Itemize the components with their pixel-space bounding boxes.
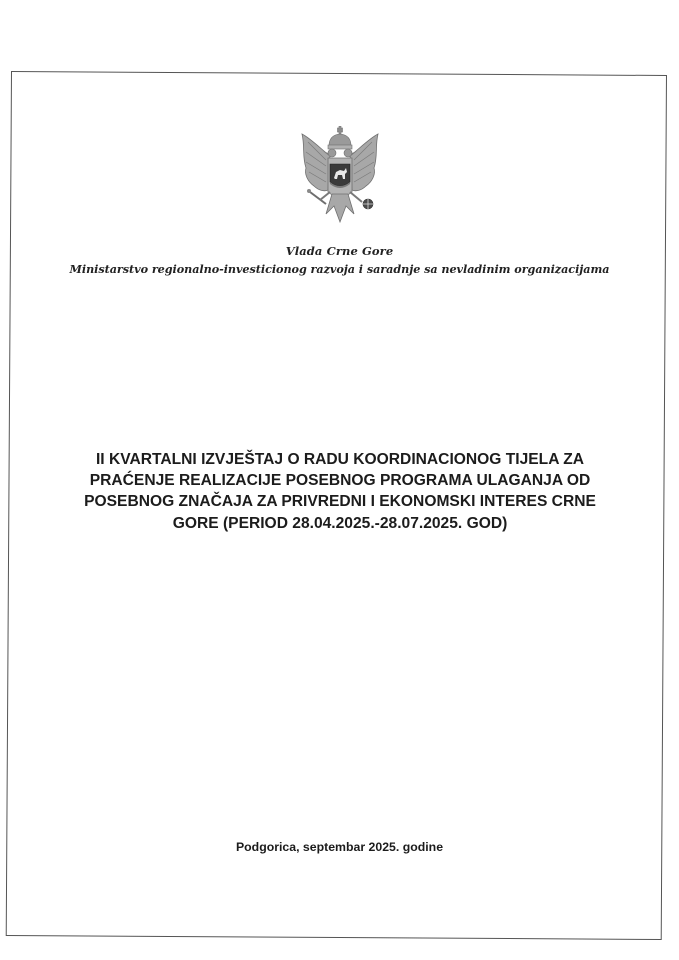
place-and-date: Podgorica, septembar 2025. godine [235, 840, 444, 854]
government-name: Vlada Crne Gore [285, 244, 394, 258]
ministry-name: Ministarstvo regionalno-investicionog razvoja i saradnje sa nevladinim organizacijama [69, 262, 610, 276]
document-title [62, 449, 618, 534]
title-line: II KVARTALNI IZVJEŠTAJ O RADU KOORDINACIONOG TIJELA ZA [95, 451, 585, 468]
title-line: GORE (PERIOD 28.04.2025.-28.07.2025. GOD) [172, 514, 508, 532]
title-line: PRAĆENJE REALIZACIJE POSEBNOG PROGRAMA ULAGANJA OD [89, 472, 591, 490]
coat-of-arms-icon [296, 126, 384, 228]
title-line: POSEBNOG ZNAČAJA ZA PRIVREDNI I EKONOMSKI INTERES CRNE [84, 493, 596, 511]
